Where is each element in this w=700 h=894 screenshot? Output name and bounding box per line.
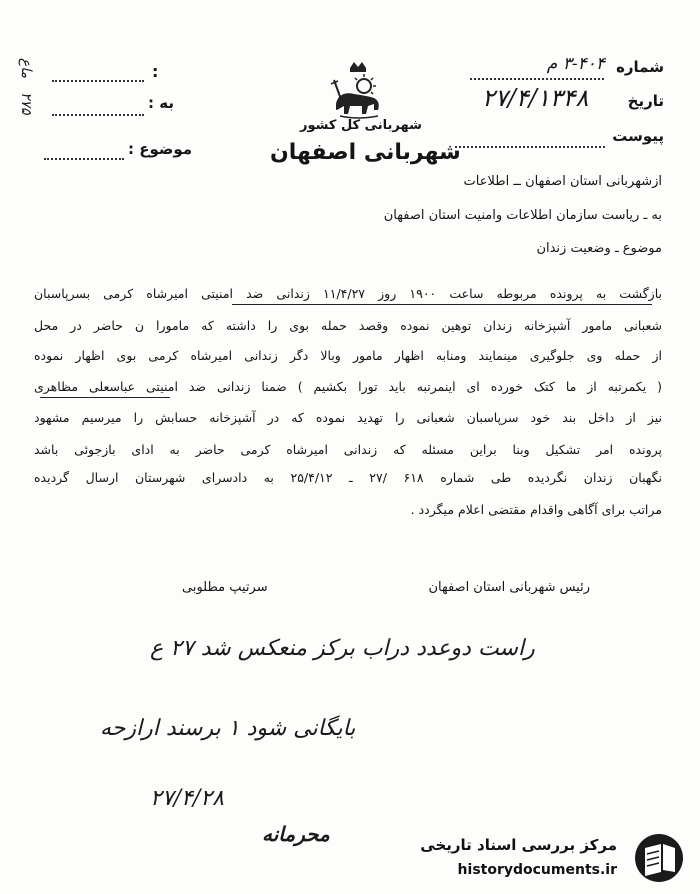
to-dotted-line [52,112,144,116]
attachment-label: پیوست [612,127,664,145]
paragraph-line: پرونده امر تشکیل وبنا براین مسئله که زندانی امیرشاه کرمی حاضر به ادای بازجوئی باشد [34,442,662,457]
to-line: به ـ ریاست سازمان اطلاعات وامنیت استان اصفهان [383,208,662,223]
to-label: به : [148,94,174,112]
paragraph-line: از حمله وی جلوگیری مینمایند ومنابه اظهار مامور وبالا دگر زندانی امیرشاه کرمی بوی اظهار نموده [34,348,662,363]
date-label: تاریخ [627,92,664,110]
left-colon: : [152,62,159,81]
org-subtitle: شهربانی کل کشور [300,118,422,133]
watermark [410,826,695,890]
left-top-dotted-line [52,78,144,82]
handwritten-note-1: راست دوعدد دراب برکز منعکس شد ۲۷ ع [150,636,535,661]
watermark-url: historydocuments.ir [457,862,617,878]
number-value: ۳-۴۰۴ م [546,54,605,74]
attachment-dotted-line [455,144,605,148]
date-value: ۲۷/۴/۱۳۴۸ [482,84,589,112]
paragraph-line: نیز از داخل بند خود سرپاسبان شعبانی را تهدید نموده که در آشپزخانه حسابش را میرسیم مشهود [34,410,662,425]
handwritten-note-3: ۲۷/۴/۲۸ [150,786,224,811]
margin-note-top: ماع [18,58,34,79]
handwritten-note-2: بایگانی شود ۱ برسند ارازحه [100,716,356,741]
signature-name: سرتیپ مطلوبی [182,580,268,595]
org-name: شهربانی اصفهان [270,140,461,165]
paragraph-last-line: مراتب برای آگاهی واقدام مقتضی اعلام میگردد . [410,502,662,517]
number-dotted-line [470,76,604,80]
paragraph-line: ( یکمرتبه از ما کتک خورده ای اینمرتبه باید تورا بکشیم ) ضمنا زندانی ضد امنیتی عباسعلی مظاهری [34,379,662,394]
from-line: ازشهربانی استان اصفهان ــ اطلاعات [463,174,662,189]
subject-label: موضوع : [128,140,193,158]
subject-dotted-line [44,156,124,160]
paragraph-line: نگهبان زندان نگردیده طی شماره ۶۱۸ /۲۷ ـ ۲۵/۴/۱۲ به دادسرای شهرستان ارسال گردیده [34,470,662,485]
archive-logo-icon [631,832,687,884]
margin-note-middle: ۲۷۵ [18,92,34,115]
subject-line: موضوع ـ وضعیت زندان [536,241,662,256]
lion-and-sun-emblem [328,58,388,120]
underline-mark [40,397,170,398]
paragraph-line: بازگشت به پرونده مربوطه ساعت ۱۹۰۰ روز ۱۱/۴/۲۷ زندانی ضد امنیتی امیرشاه کرمی بسرپاسبان [34,286,662,301]
watermark-title: مرکز بررسی اسناد تاریخی [420,836,617,854]
paragraph-line: شعبانی مامور آشپزخانه زندان توهین نموده وقصد حمله بوی را داشته که مامورا ن حاضر در محل [34,318,662,333]
underline-mark [232,304,652,305]
number-label: شماره [616,58,664,76]
handwritten-note-4: محرمانه [262,822,330,846]
signature-title: رئیس شهربانی استان اصفهان [428,580,590,595]
